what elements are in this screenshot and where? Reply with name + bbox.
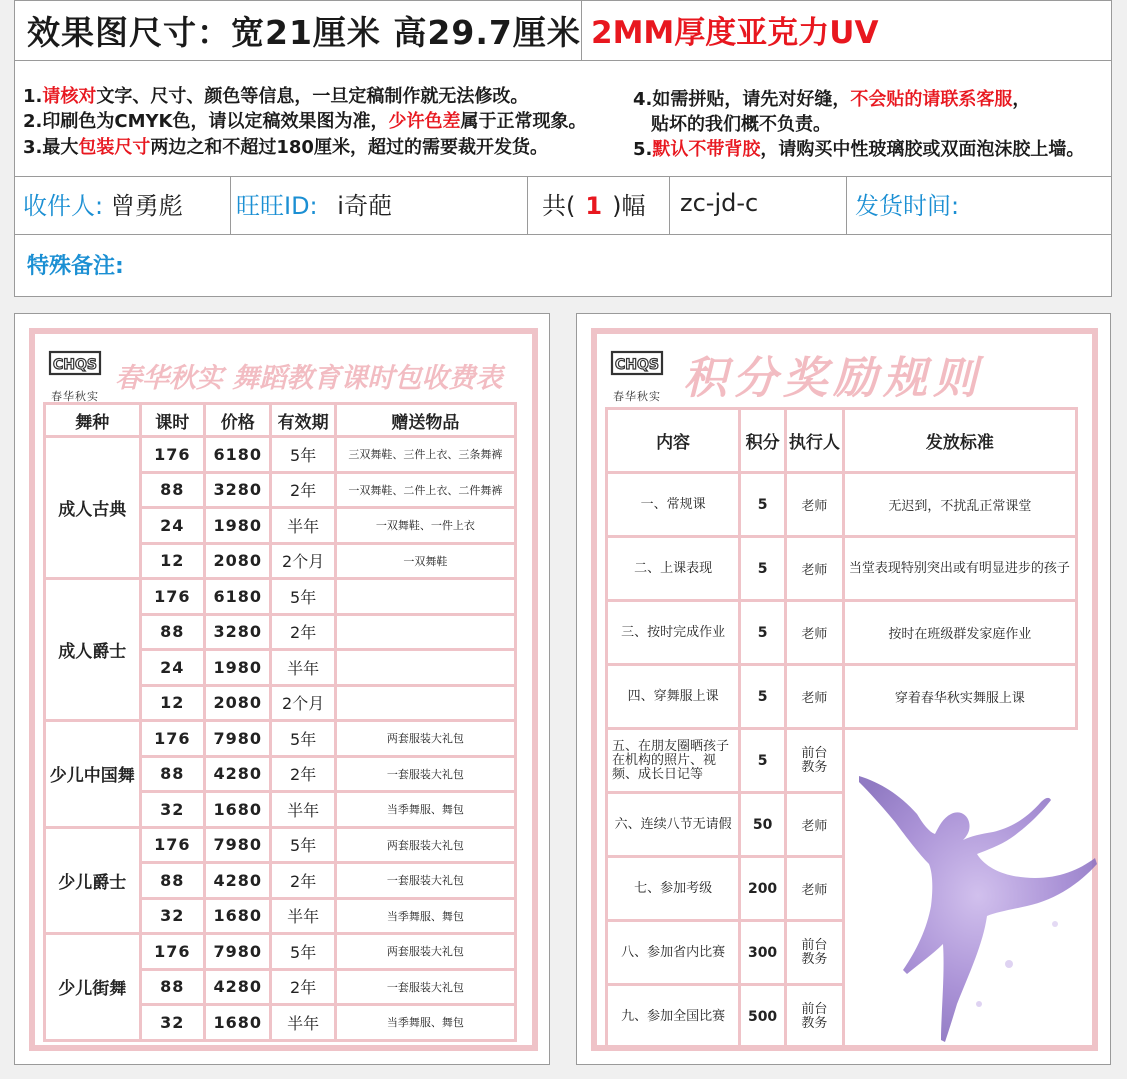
table-row: 四、穿舞服上课 5 老师 穿着春华秋实舞服上课 (607, 665, 1077, 729)
remark-label: 特殊备注: (27, 254, 124, 279)
table-row: 24 1980 半年 (45, 650, 516, 686)
dance-type: 成人爵士 (45, 579, 141, 721)
wangwang-id: i奇葩 (337, 192, 392, 220)
spec-row (15, 1, 1111, 61)
count-value: 1 (585, 192, 603, 220)
rules-table (605, 407, 1078, 1050)
table-row: 88 3280 2年 一双舞鞋、二件上衣、二件舞裤 (45, 472, 516, 508)
table-row: 九、参加全国比赛 500 前台教务 (607, 985, 1077, 1049)
logo-caption: 春华秋实 (51, 390, 99, 403)
table-row: 88 4280 2年 一套服装大礼包 (45, 863, 516, 899)
table-row: 一、常规课 5 老师 无迟到，不扰乱正常课堂 (607, 473, 1077, 537)
note-5: 5.默认不带背胶，请购买中性玻璃胶或双面泡沫胶上墙。 (633, 139, 1085, 160)
logo-mark-icon (47, 348, 103, 384)
recipient-label: 收件人: (23, 192, 104, 220)
remark-row (15, 235, 1111, 297)
order-sheet (14, 0, 1112, 297)
table-row: 32 1680 半年 当季舞服、舞包 (45, 898, 516, 934)
table-row: 88 3280 2年 (45, 614, 516, 650)
note-1: 1.请核对文字、尺寸、颜色等信息，一旦定稿制作就无法修改。 (23, 86, 529, 107)
ship-time-cell (847, 177, 1111, 235)
code-cell (670, 177, 847, 235)
dance-type: 少儿街舞 (45, 934, 141, 1041)
header-points: 积分 (740, 409, 786, 473)
count-cell: 共( 1 )幅 (528, 177, 670, 235)
table-row: 八、参加省内比赛 300 前台教务 (607, 921, 1077, 985)
table-row: 88 4280 2年 一套服装大礼包 (45, 969, 516, 1005)
fee-title: 春华秋实 舞蹈教育课时包收费表 (115, 363, 503, 394)
rules-panel (576, 313, 1111, 1065)
table-row: 12 2080 2个月 (45, 685, 516, 721)
table-row: 成人古典 176 6180 5年 三双舞鞋、三件上衣、三条舞裤 (45, 437, 516, 473)
table-row: 二、上课表现 5 老师 当堂表现特别突出或有明显进步的孩子 (607, 537, 1077, 601)
rules-title: 积分奖励规则 (683, 353, 983, 404)
wangwang-label: 旺旺ID: (236, 192, 318, 220)
svg-text:CHQS: CHQS (53, 357, 97, 373)
recipient-name: 曾勇彪 (110, 192, 183, 220)
header-dance: 舞种 (45, 404, 141, 437)
note-4: 4.如需拼贴，请先对好缝，不会贴的请联系客服， (633, 89, 1031, 110)
recipient-cell (15, 177, 231, 235)
note-4-cont: 贴坏的我们概不负责。 (651, 114, 831, 135)
table-row: 32 1680 半年 当季舞服、舞包 (45, 792, 516, 828)
note-3: 3.最大包装尺寸两边之和不超过180厘米，超过的需要裁开发货。 (23, 137, 548, 158)
logo-caption: 春华秋实 (613, 390, 661, 403)
header-standard: 发放标准 (843, 409, 1076, 473)
fee-header-row (45, 404, 516, 437)
table-row: 少儿爵士 176 7980 5年 两套服装大礼包 (45, 827, 516, 863)
notes-row (15, 61, 1111, 177)
brand-logo (47, 348, 103, 403)
header-price: 价格 (205, 404, 271, 437)
wangwang-cell (231, 177, 528, 235)
order-code: zc-jd-c (680, 189, 759, 217)
logo-mark-icon (609, 348, 665, 384)
fee-panel (14, 313, 550, 1065)
rules-header-row (607, 409, 1077, 473)
header-hours: 课时 (140, 404, 204, 437)
header-gift: 赠送物品 (335, 404, 515, 437)
table-row: 成人爵士 176 6180 5年 (45, 579, 516, 615)
table-row: 三、按时完成作业 5 老师 按时在班级群发家庭作业 (607, 601, 1077, 665)
header-content: 内容 (607, 409, 740, 473)
table-row: 32 1680 半年 当季舞服、舞包 (45, 1005, 516, 1041)
material-spec: 2MM厚度亚克力UV (591, 15, 879, 51)
fee-frame (29, 328, 538, 1051)
info-row (15, 177, 1111, 235)
table-row: 五、在朋友圈晒孩子在机构的照片、视频、成长日记等 5 前台教务 (607, 729, 1077, 793)
table-row: 88 4280 2年 一套服装大礼包 (45, 756, 516, 792)
divider (581, 1, 582, 61)
svg-text:CHQS: CHQS (615, 357, 659, 373)
dance-type: 少儿爵士 (45, 827, 141, 934)
dance-type: 成人古典 (45, 437, 141, 579)
fee-table (43, 402, 517, 1042)
ship-time-label: 发货时间: (855, 192, 960, 220)
dance-type: 少儿中国舞 (45, 721, 141, 828)
brand-logo (609, 348, 665, 403)
size-spec: 效果图尺寸：宽21厘米 高29.7厘米 (27, 13, 581, 52)
table-row: 七、参加考级 200 老师 (607, 857, 1077, 921)
header-executor: 执行人 (786, 409, 844, 473)
header-validity: 有效期 (271, 404, 335, 437)
table-row: 少儿中国舞 176 7980 5年 两套服装大礼包 (45, 721, 516, 757)
table-row: 少儿街舞 176 7980 5年 两套服装大礼包 (45, 934, 516, 970)
note-2: 2.印刷色为CMYK色，请以定稿效果图为准，少许色差属于正常现象。 (23, 111, 587, 132)
table-row: 24 1980 半年 一双舞鞋、一件上衣 (45, 508, 516, 544)
rules-frame (591, 328, 1098, 1051)
table-row: 12 2080 2个月 一双舞鞋 (45, 543, 516, 579)
table-row: 六、连续八节无请假 50 老师 (607, 793, 1077, 857)
